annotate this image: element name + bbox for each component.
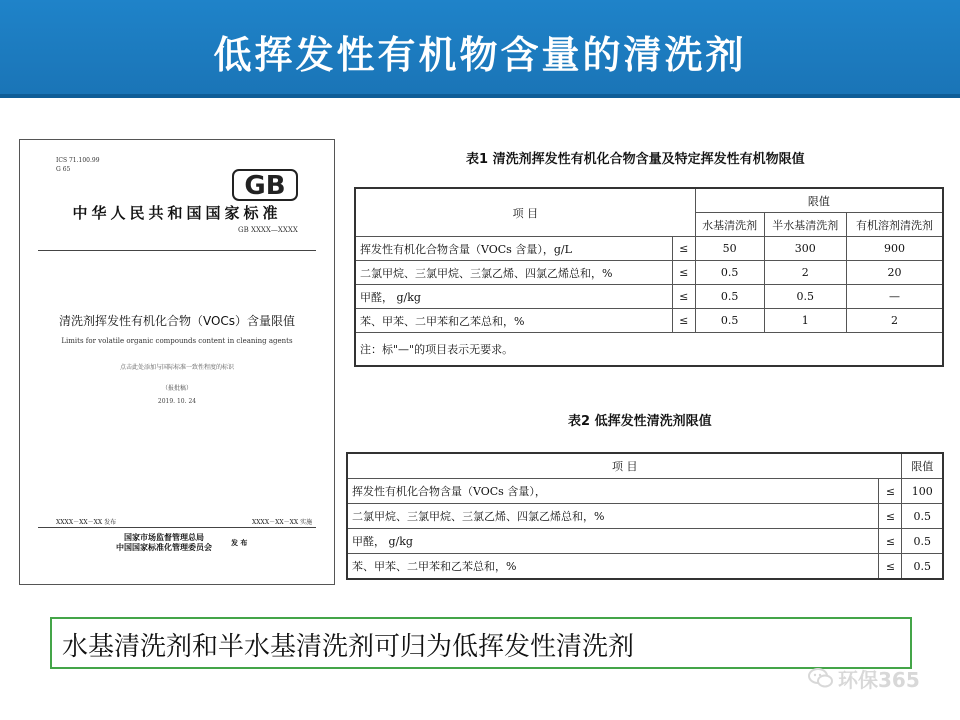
cover-title-en: Limits for volatile organic compounds content in cleaning agents	[61, 337, 293, 345]
publish-date: XXXX－XX－XX 发布	[56, 519, 117, 526]
ics-code	[56, 156, 100, 174]
le-symbol: ≤	[879, 529, 902, 554]
cover-rule-top	[38, 250, 316, 251]
table1-column-header: 半水基清洗剂	[764, 213, 846, 237]
cell-value: 300	[764, 237, 846, 261]
class-code-line: G 65	[56, 166, 71, 173]
conclusion-box	[50, 617, 912, 669]
table-row	[355, 285, 943, 309]
svg-text:GB: GB	[244, 171, 286, 201]
table-row	[355, 237, 943, 261]
table1-column-header: 水基清洗剂	[695, 213, 764, 237]
cover-title-cn: 清洗剂挥发性有机化合物（VOCs）含量限值	[58, 314, 296, 328]
cell-value: —	[846, 285, 943, 309]
consistency-note: 点击此处添加与国际标准一致性程度的标识	[119, 364, 234, 371]
issuer-line: 国家市场监督管理总局	[124, 532, 204, 542]
watermark-text: 环保365	[838, 667, 920, 692]
table-row	[347, 479, 943, 504]
table-row	[347, 504, 943, 529]
table1-header-item: 项 目	[355, 188, 695, 237]
table2	[346, 452, 944, 580]
cell-value: 1	[764, 309, 846, 333]
le-symbol: ≤	[672, 285, 695, 309]
watermark	[808, 666, 920, 690]
cell-value: 50	[695, 237, 764, 261]
cell-value: 0.5	[902, 529, 943, 554]
gb-logo	[232, 168, 298, 202]
cell-value: 0.5	[902, 554, 943, 580]
row-item: 甲醛， g/kg	[347, 529, 879, 554]
issuer	[116, 532, 212, 552]
row-item: 苯、甲苯、二甲苯和乙苯总和，%	[355, 309, 672, 333]
row-item: 甲醛， g/kg	[355, 285, 672, 309]
le-symbol: ≤	[879, 504, 902, 529]
row-item: 二氯甲烷、三氯甲烷、三氯乙烯、四氯乙烯总和，%	[347, 504, 879, 529]
table1	[354, 187, 944, 367]
cell-value: 2	[764, 261, 846, 285]
wechat-icon	[808, 667, 834, 689]
table1-column-header: 有机溶剂清洗剂	[846, 213, 943, 237]
cell-value: 0.5	[764, 285, 846, 309]
le-symbol: ≤	[879, 479, 902, 504]
cell-value: 20	[846, 261, 943, 285]
table1-note: 注：标"—"的项目表示无要求。	[355, 333, 943, 367]
table2-header-item: 项 目	[347, 453, 902, 479]
cell-value: 0.5	[902, 504, 943, 529]
table2-caption: 表2 低挥发性清洗剂限值	[568, 414, 712, 429]
cell-value: 900	[846, 237, 943, 261]
table-row	[347, 529, 943, 554]
cell-value: 0.5	[695, 309, 764, 333]
draft-date: 2019. 10. 24	[157, 398, 197, 405]
le-symbol: ≤	[672, 237, 695, 261]
standard-name: 中华人民共和国国家标准	[72, 204, 282, 222]
ics-line: ICS 71.100.99	[56, 157, 100, 164]
table-row	[355, 309, 943, 333]
row-item: 挥发性有机化合物含量（VOCs 含量），	[347, 479, 879, 504]
le-symbol: ≤	[879, 554, 902, 580]
conclusion-text: 水基清洗剂和半水基清洗剂可归为低挥发性清洗剂	[62, 632, 635, 662]
row-item: 挥发性有机化合物含量（VOCs 含量），g/L	[355, 237, 672, 261]
standard-number: GB XXXX—XXXX	[238, 226, 298, 234]
table1-header-limit: 限值	[695, 188, 943, 213]
le-symbol: ≤	[672, 309, 695, 333]
cell-value: 2	[846, 309, 943, 333]
cell-value: 0.5	[695, 285, 764, 309]
le-symbol: ≤	[672, 261, 695, 285]
issue-label: 发 布	[231, 538, 248, 547]
slide-title: 低挥发性有机物含量的清洗剂	[213, 33, 747, 77]
gb-standard-cover	[19, 139, 335, 585]
cell-value: 0.5	[695, 261, 764, 285]
table1-caption: 表1 清洗剂挥发性有机化合物含量及特定挥发性有机物限值	[466, 152, 805, 167]
title-bar-underline	[0, 94, 960, 98]
title-bar	[0, 0, 960, 98]
table2-header-limit: 限值	[902, 453, 943, 479]
row-item: 苯、甲苯、二甲苯和乙苯总和，%	[347, 554, 879, 580]
cell-value: 100	[902, 479, 943, 504]
table-row	[347, 554, 943, 580]
draft-label: （报批稿）	[161, 385, 192, 392]
table-note-row	[355, 333, 943, 367]
implement-date: XXXX－XX－XX 实施	[252, 519, 313, 526]
cover-rule-bottom	[38, 527, 316, 528]
row-item: 二氯甲烷、三氯甲烷、三氯乙烯、四氯乙烯总和，%	[355, 261, 672, 285]
table-row	[355, 261, 943, 285]
issuer-line: 中国国家标准化管理委员会	[116, 542, 212, 552]
